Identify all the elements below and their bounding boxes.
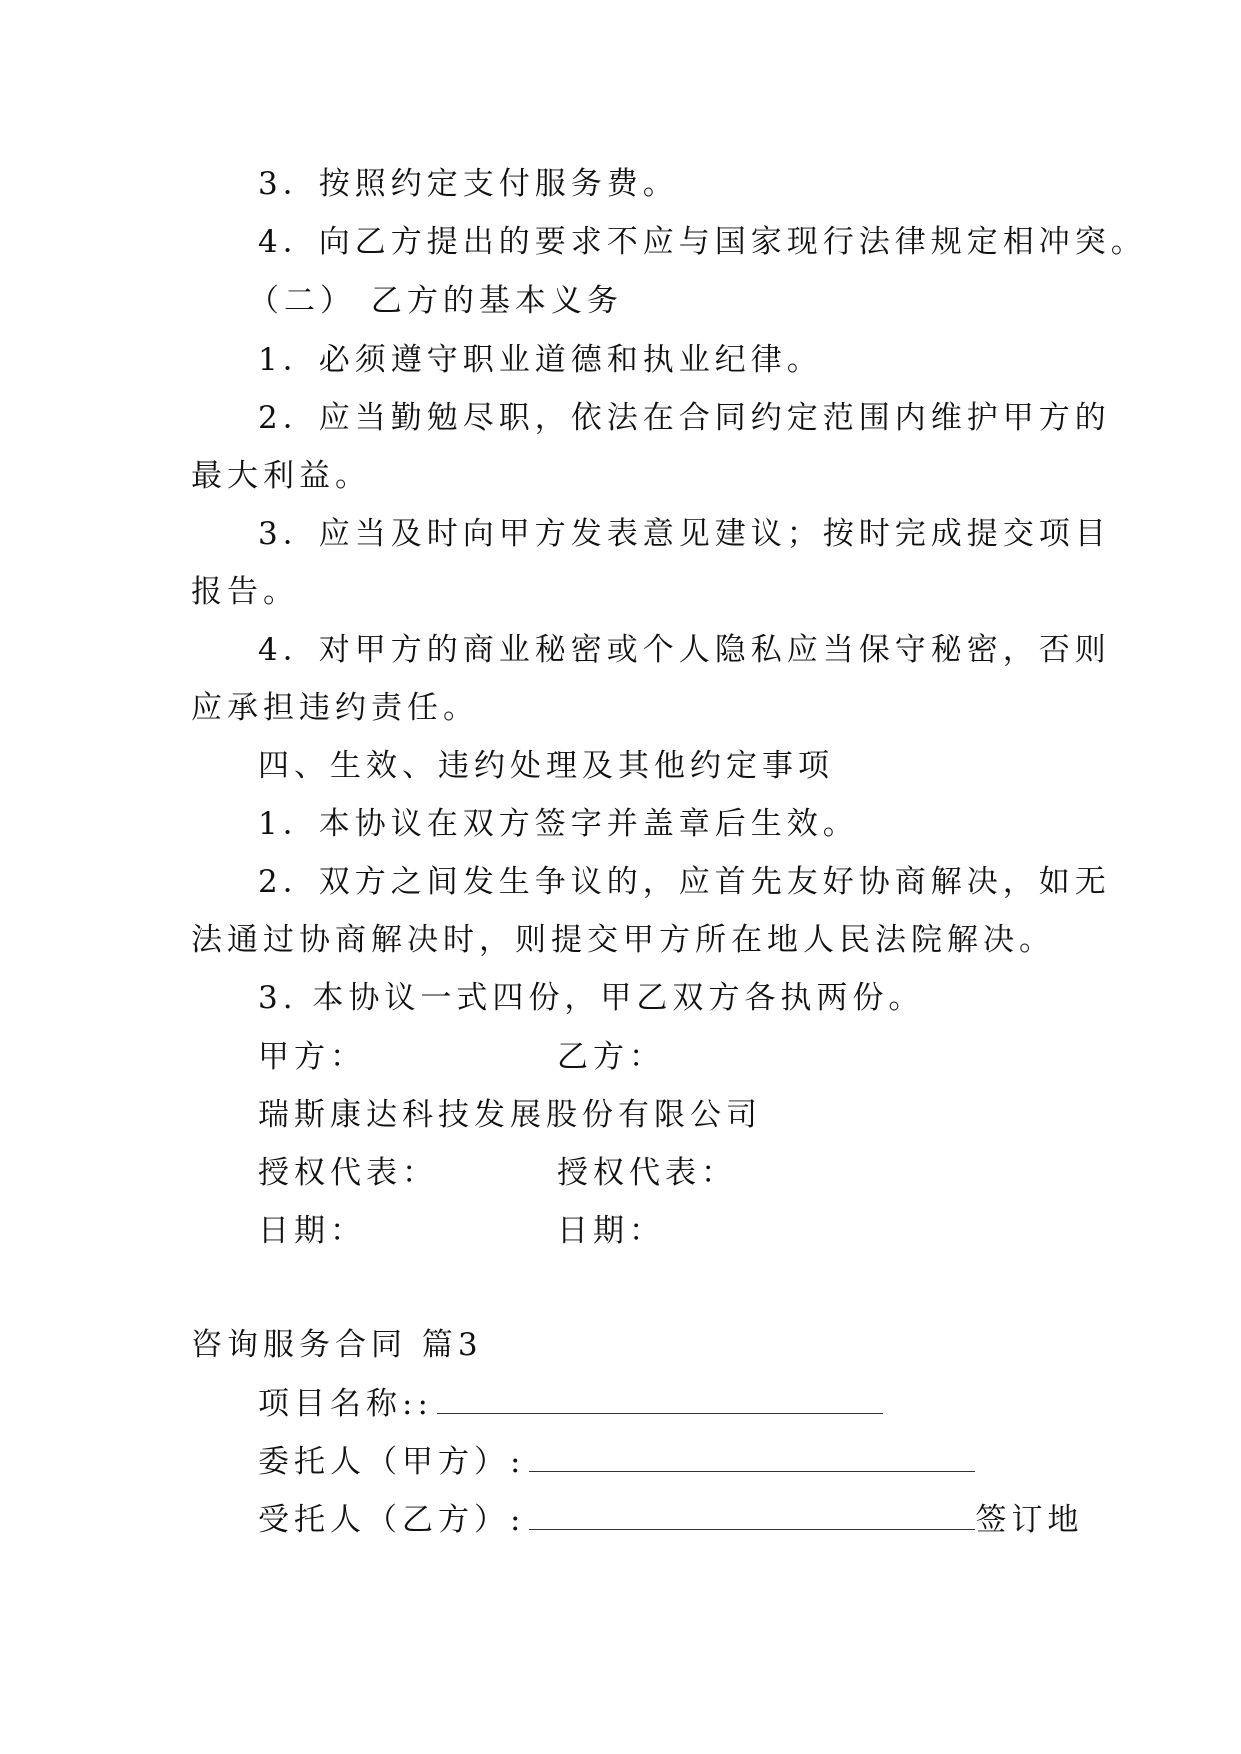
paragraph: 3. 本协议一式四份，甲乙双方各执两份。 xyxy=(258,980,925,1016)
project-name-blank xyxy=(437,1385,883,1414)
paragraph-continuation: 报告。 xyxy=(191,574,299,610)
paragraph: 2．应当勤勉尽职，依法在合同约定范围内维护甲方的 xyxy=(258,400,1111,436)
paragraph: 1．必须遵守职业道德和执业纪律。 xyxy=(258,342,823,378)
paragraph-continuation: 法通过协商解决时，则提交甲方所在地人民法院解决。 xyxy=(191,922,1055,958)
signature-company: 瑞斯康达科技发展股份有限公司 xyxy=(258,1097,762,1133)
paragraph-continuation: 最大利益。 xyxy=(191,458,371,494)
paragraph-continuation: 应承担违约责任。 xyxy=(191,690,479,726)
signature-date-b: 日期： xyxy=(557,1213,665,1249)
client-field xyxy=(258,1442,975,1482)
client-label: 委托人（甲方）: xyxy=(258,1444,526,1480)
contractor-field xyxy=(258,1500,1083,1540)
signature-party-a: 甲方： xyxy=(258,1039,366,1075)
paragraph: 1．本协议在双方签字并盖章后生效。 xyxy=(258,806,859,842)
paragraph: 3．按照约定支付服务费。 xyxy=(258,166,679,202)
project-name-field xyxy=(258,1384,883,1424)
project-name-label: 项目名称:: xyxy=(258,1386,433,1422)
paragraph: 4．对甲方的商业秘密或个人隐私应当保守秘密，否则 xyxy=(258,632,1111,668)
signature-rep-a: 授权代表： xyxy=(258,1155,438,1191)
paragraph: 4．向乙方提出的要求不应与国家现行法律规定相冲突。 xyxy=(258,224,1147,260)
section-heading: 四、生效、违约处理及其他约定事项 xyxy=(258,748,834,784)
paragraph: 3．应当及时向甲方发表意见建议；按时完成提交项目 xyxy=(258,516,1111,552)
contractor-blank xyxy=(529,1501,975,1530)
signature-date-a: 日期： xyxy=(258,1213,366,1249)
section-heading: （二） 乙方的基本义务 xyxy=(248,283,623,319)
signature-rep-b: 授权代表： xyxy=(557,1155,737,1191)
client-blank xyxy=(529,1443,975,1472)
contractor-label: 受托人（乙方）: xyxy=(258,1502,526,1538)
contract-heading: 咨询服务合同 篇3 xyxy=(191,1327,483,1363)
signature-party-b: 乙方： xyxy=(557,1039,665,1075)
signing-place-label: 签订地 xyxy=(975,1502,1084,1538)
paragraph: 2．双方之间发生争议的，应首先友好协商解决，如无 xyxy=(258,864,1111,900)
